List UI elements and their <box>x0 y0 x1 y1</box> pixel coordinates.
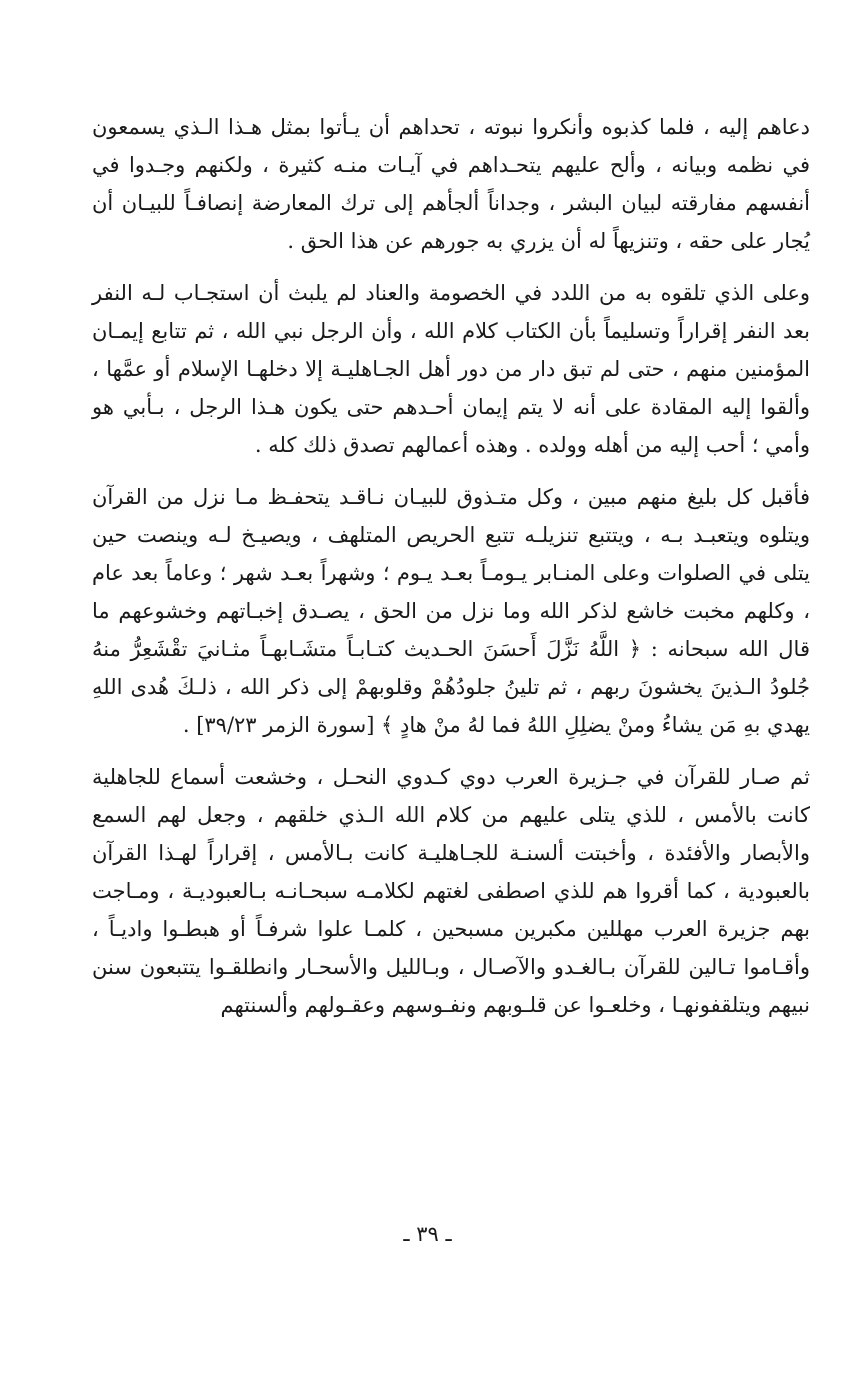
paragraph-1: دعاهم إليه ، فلما كذبوه وأنكروا نبوته ، تحداهم أن يـأتوا بمثل هـذا الـذي يسمعون في نظمه وبيانه ، وألح عليهم يتحـداهم في آيـات منـه كثيرة ، ولكنهم وجـدوا في أنفسهم مفارقته لبيان البشر ، وجداناً ألجأهم إلى ترك المعارضة إنصافـاً للبيـان أن يُجار على حقه ، وتنزيهاً له أن يزري به جورهم عن هذا الحق . <box>92 115 810 253</box>
paragraph-3: فأقبل كل بليغ منهم مبين ، وكل متـذوق للبيـان نـاقـد يتحفـظ مـا نزل من القرآن ويتلوه ويتعبـد بـه ، ويتتبع تنزيلـه تتبع الحريص المتلهف ، ويصيـخ لـه وينصت حين يتلى في الصلوات وعلى المنـابر يـومـاً بعـد يـوم ؛ وشهراً بعـد شهر ؛ وعاماً بعد عام ، وكلهم مخبت خاشع لذكر الله وما نزل من الحق ، يصـدق إخبـاتهم وخشوعهم ما قال الله سبحانه : ﴿ اللَّهُ نَزَّلَ أَحسَنَ الحـديث كتـابـاً متشَـابهـاً مثـانيَ تقْشَعِرُّ منهُ جُلودُ الـذينَ يخشونَ ربهم ، ثم تلينُ جلودُهُمْ وقلوبهمْ إلى ذكر الله ، ذلـكَ هُدى اللهِ يهدي بهِ مَن يشاءُ ومنْ يضلِلِ اللهُ فما لهُ منْ هادٍ ﴾ [سورة الزمر ٣٩/٢٣] . <box>92 485 810 737</box>
page-number: ـ ٣٩ ـ <box>403 1222 452 1246</box>
page-body <box>92 108 810 1024</box>
paragraph-4: ثم صـار للقرآن في جـزيرة العرب دوي كـدوي النحـل ، وخشعت أسماع للجاهلية كانت بالأمس ، للذي يتلى عليهم من كلام الله الـذي خلقهم ، وجعل لهم السمع والأبصار والأفئدة ، وأخبتت ألسنـة للجـاهليـة كانت بـالأمس ، إقراراً لهـذا القرآن بالعبودية ، كما أقروا هم للذي اصطفى لغتهم لكلامـه سبحـانـه بـالعبوديـة ، ومـاجت بهم جزيرة العرب مهللين مكبرين مسبحين ، كلمـا علوا شرفـاً أو هبطـوا واديـاً ، وأقـاموا تـالين للقرآن بـالغـدو والآصـال ، وبـالليل والأسحـار وانطلقـوا يتتبعون سنن نبيهم ويتلقفونهـا ، وخلعـوا عن قلـوبهم ونفـوسهم وعقـولهم وألسنتهم <box>92 765 810 1017</box>
paragraph-2: وعلى الذي تلقوه به من اللدد في الخصومة والعناد لم يلبث أن استجـاب لـه النفر بعد النفر إقراراً وتسليماً بأن الكتاب كلام الله ، وأن الرجل نبي الله ، ثم تتابع إيمـان المؤمنين منهم ، حتى لم تبق دار من دور أهل الجـاهليـة إلا دخلهـا الإسلام أو عمَّها ، وألقوا إليه المقادة على أنه لا يتم إيمان أحـدهم حتى يكون هـذا الرجل ، بـأبي هو وأمي ؛ أحب إليه من أهله وولده . وهذه أعمالهم تصدق ذلك كله . <box>92 281 810 457</box>
